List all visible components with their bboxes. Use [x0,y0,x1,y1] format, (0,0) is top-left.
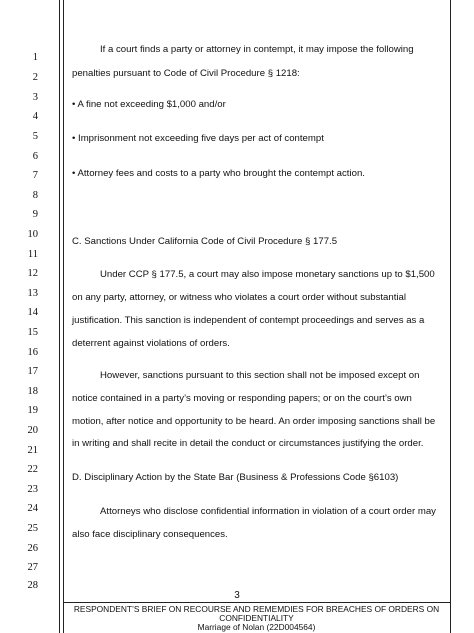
paragraph-line: penalties pursuant to Code of Civil Procedure § 1218: [72,68,300,79]
paragraph-line: However, sanctions pursuant to this section shall not be imposed except on [100,370,420,381]
bullet-item: • Imprisonment not exceeding five days per act of contempt [72,133,324,144]
line-number: 28 [27,580,38,591]
section-heading: C. Sanctions Under California Code of Civil Procedure § 177.5 [72,236,338,247]
paragraph-line: justification. This sanction is independent of contempt proceedings and serves as a [72,315,425,326]
line-number: 14 [27,307,38,318]
line-number: 18 [27,386,38,397]
line-number: 8 [32,190,38,201]
bullet-item: • Attorney fees and costs to a party who brought the contempt action. [72,168,365,179]
footer-rule [63,602,450,603]
line-number: 2 [32,72,38,83]
section-heading: D. Disciplinary Action by the State Bar (Business & Professions Code §6103) [72,472,399,483]
line-number: 6 [32,151,38,162]
line-number: 20 [27,425,38,436]
paragraph-line: Under CCP § 177.5, a court may also impose monetary sanctions up to $1,500 [100,269,435,280]
line-number: 10 [27,229,38,240]
line-number: 27 [27,562,38,573]
paragraph-line: Attorneys who disclose confidential information in violation of a court order may [100,506,436,517]
line-number: 23 [27,484,38,495]
line-number: 25 [27,523,38,534]
bullet-item: • A fine not exceeding $1,000 and/or [72,99,226,110]
line-number: 24 [27,503,38,514]
line-number: 16 [27,347,38,358]
line-number: 9 [32,209,38,220]
line-number: 22 [27,464,38,475]
line-number: 13 [27,288,38,299]
line-number: 17 [27,366,38,377]
paragraph-line: If a court finds a party or attorney in contempt, it may impose the following [100,44,414,55]
paragraph-line: in writing and shall recite in detail the conduct or circumstances justifying the order. [72,438,424,449]
line-number: 11 [27,249,38,260]
line-number: 26 [27,543,38,554]
line-number: 12 [27,268,38,279]
left-margin-rule-inner [63,0,64,633]
left-margin-rule-outer [59,0,60,633]
line-number: 3 [32,92,38,103]
footer-case-caption: Marriage of Nolan (22D004564) [197,622,316,632]
line-number: 21 [27,445,38,456]
paragraph-line: on any party, attorney, or witness who violates a court order without substantial [72,292,406,303]
paragraph-line: deterrent against violations of orders. [72,338,230,349]
footer-title: RESPONDENT’S BRIEF ON RECOURSE AND REMEMDIES FOR BREACHES OF ORDERS ON [73,604,440,614]
line-number: 19 [27,405,38,416]
line-number: 15 [27,327,38,338]
paragraph-line: also face disciplinary consequences. [72,529,228,540]
paragraph-line: notice contained in a party’s moving or responding papers; or on the court’s own [72,393,412,404]
line-number: 4 [32,111,38,122]
line-number: 7 [32,170,38,181]
right-margin-rule [450,0,451,633]
paragraph-line: motion, after notice and opportunity to be heard. An order imposing sanctions shall be [72,416,436,427]
line-number: 1 [32,52,38,63]
line-number: 5 [32,131,38,142]
page-number: 3 [234,590,240,601]
footer-title: CONFIDENTIALITY [219,613,294,623]
